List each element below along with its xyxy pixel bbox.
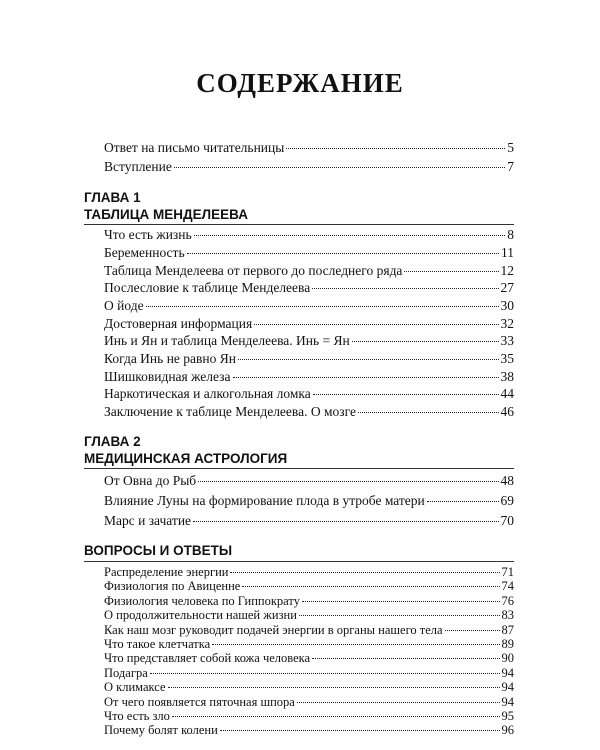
toc-entry[interactable] [104,651,514,665]
toc-entry[interactable] [104,368,514,386]
toc-entry-page: 33 [500,333,514,348]
toc-entry-page: 35 [500,351,514,366]
toc-entry[interactable] [104,297,514,315]
qa-divider [84,561,514,562]
toc-entry-page: 44 [500,386,514,401]
toc-entry-title: О продолжительности нашей жизни [104,608,297,623]
dot-leader [313,394,499,395]
dot-leader [358,412,499,413]
toc-entry[interactable] [104,666,514,680]
toc-entry-page: 96 [501,723,514,738]
toc-entry-page: 38 [500,369,514,384]
toc-entry-title: От Овна до Рыб [104,473,197,488]
toc-entry[interactable] [104,244,514,262]
dot-leader [404,271,498,272]
toc-entry[interactable] [104,350,514,368]
toc-entry-title: Беременность [104,245,185,260]
toc-entry-title: Наркотическая и алкогольная ломка [104,386,311,401]
toc-entry-title: Что есть жизнь [104,227,192,242]
toc-entry-page: 30 [500,298,514,313]
toc-entry[interactable] [104,579,514,593]
dot-leader [352,341,499,342]
toc-entry-title: Таблица Менделеева от первого до последнего ряда [104,263,403,278]
toc-entry[interactable] [104,279,514,297]
toc-entry-title: Вступление [104,159,172,174]
dot-leader [168,687,500,688]
toc-entry-title: Влияние Луны на формирование плода в утробе матери [104,493,425,508]
toc-entry-page: 46 [500,404,514,419]
toc-entry-page: 95 [501,709,514,723]
toc-entry-title: Инь и Ян и таблица Менделеева. Инь = Ян [104,333,350,348]
toc-entry-page: 69 [500,493,514,508]
toc-entry-title: Что представляет собой кожа человека [104,651,311,666]
toc-entry-title: Шишковидная железа [104,369,231,384]
toc-entry[interactable] [104,139,514,157]
toc-entry[interactable] [104,403,514,421]
toc-entry-title: Когда Инь не равно Ян [104,351,236,366]
toc-entry-page: 76 [501,593,514,608]
toc-entry[interactable] [104,709,514,723]
toc-entry-title: Достоверная информация [104,316,253,331]
qa-section-title: ВОПРОСЫ И ОТВЕТЫ [84,543,233,558]
toc-entry-page: 70 [500,513,514,528]
toc-entry-page: 89 [501,637,514,651]
dot-leader [187,253,499,254]
chapter-2-label: ГЛАВА 2 [84,434,141,449]
toc-entry-page: 94 [501,694,514,709]
toc-entry-page: 74 [501,579,514,594]
dot-leader [445,630,500,631]
toc-entry-page: 12 [500,263,514,278]
toc-entry-title: Распределение энергии [104,565,229,579]
toc-entry-title: Заключение к таблице Менделеева. О мозге [104,404,356,419]
page-title: СОДЕРЖАНИЕ [196,68,404,98]
toc-entry[interactable] [104,262,514,280]
toc-entry-title: О климаксе [104,680,166,695]
dot-leader [242,586,499,587]
chapter-1-title: ТАБЛИЦА МЕНДЕЛЕЕВА [84,207,248,222]
dot-leader [212,644,499,645]
dot-leader [198,481,498,482]
toc-entry-page: 83 [501,608,514,623]
toc-entry[interactable] [104,680,514,694]
dot-leader [230,572,499,573]
dot-leader [302,601,500,602]
toc-entry-title: Марс и зачатие [104,513,192,528]
dot-leader [427,501,499,502]
toc-entry-title: Что есть зло [104,709,170,723]
toc-entry-title: Послесловие к таблице Менделеева [104,280,311,295]
toc-entry[interactable] [104,332,514,350]
dot-leader [299,615,500,616]
toc-entry-page: 5 [507,140,514,155]
chapter-1-divider [84,224,514,225]
dot-leader [312,288,498,289]
dot-leader [174,167,505,168]
dot-leader [286,148,505,149]
dot-leader [238,359,499,360]
toc-entry[interactable] [104,226,514,244]
toc-entry[interactable] [104,158,514,176]
toc-entry[interactable] [104,472,514,490]
toc-entry-title: Что такое клетчатка [104,637,211,651]
dot-leader [150,673,500,674]
toc-entry-page: 87 [501,622,514,637]
toc-entry[interactable] [104,565,514,579]
toc-entry-title: Почему болят колени [104,723,218,738]
dot-leader [220,730,500,731]
toc-entry-page: 8 [507,227,514,242]
dot-leader [146,306,499,307]
chapter-2-title: МЕДИЦИНСКАЯ АСТРОЛОГИЯ [84,451,288,466]
dot-leader [194,235,506,236]
dot-leader [254,324,498,325]
toc-entry-page: 32 [500,316,514,331]
toc-entry-page: 48 [500,473,514,488]
toc-entry[interactable] [104,512,514,530]
toc-entry-title: О йоде [104,298,144,313]
chapter-2-divider [84,468,514,469]
toc-entry-title: Физиология человека по Гиппократу [104,593,300,608]
toc-entry-title: Подагра [104,665,148,680]
toc-entry-page: 7 [507,159,514,174]
toc-entry[interactable] [104,637,514,651]
toc-entry[interactable] [104,608,514,622]
toc-entry[interactable] [104,315,514,333]
dot-leader [193,521,498,522]
toc-entry-title: Как наш мозг руководит подачей энергии в органы нашего тела [104,622,443,637]
toc-entry-title: Физиология по Авиценне [104,579,241,594]
toc-entry-page: 71 [501,565,514,579]
dot-leader [312,658,499,659]
toc-entry-page: 94 [501,665,514,680]
toc-entry-page: 11 [501,245,514,260]
toc-entry[interactable] [104,492,514,510]
toc-entry[interactable] [104,385,514,403]
toc-entry[interactable] [104,623,514,637]
toc-entry[interactable] [104,695,514,709]
toc-entry-title: Ответ на письмо читательницы [104,140,285,155]
dot-leader [297,702,500,703]
chapter-1-label: ГЛАВА 1 [84,190,141,205]
dot-leader [172,716,500,717]
dot-leader [233,377,499,378]
toc-entry-title: От чего появляется пяточная шпора [104,694,295,709]
toc-entry[interactable] [104,594,514,608]
toc-entry-page: 27 [500,280,514,295]
toc-entry[interactable] [104,723,514,737]
toc-entry-page: 94 [501,680,514,695]
toc-entry-page: 90 [501,651,514,666]
